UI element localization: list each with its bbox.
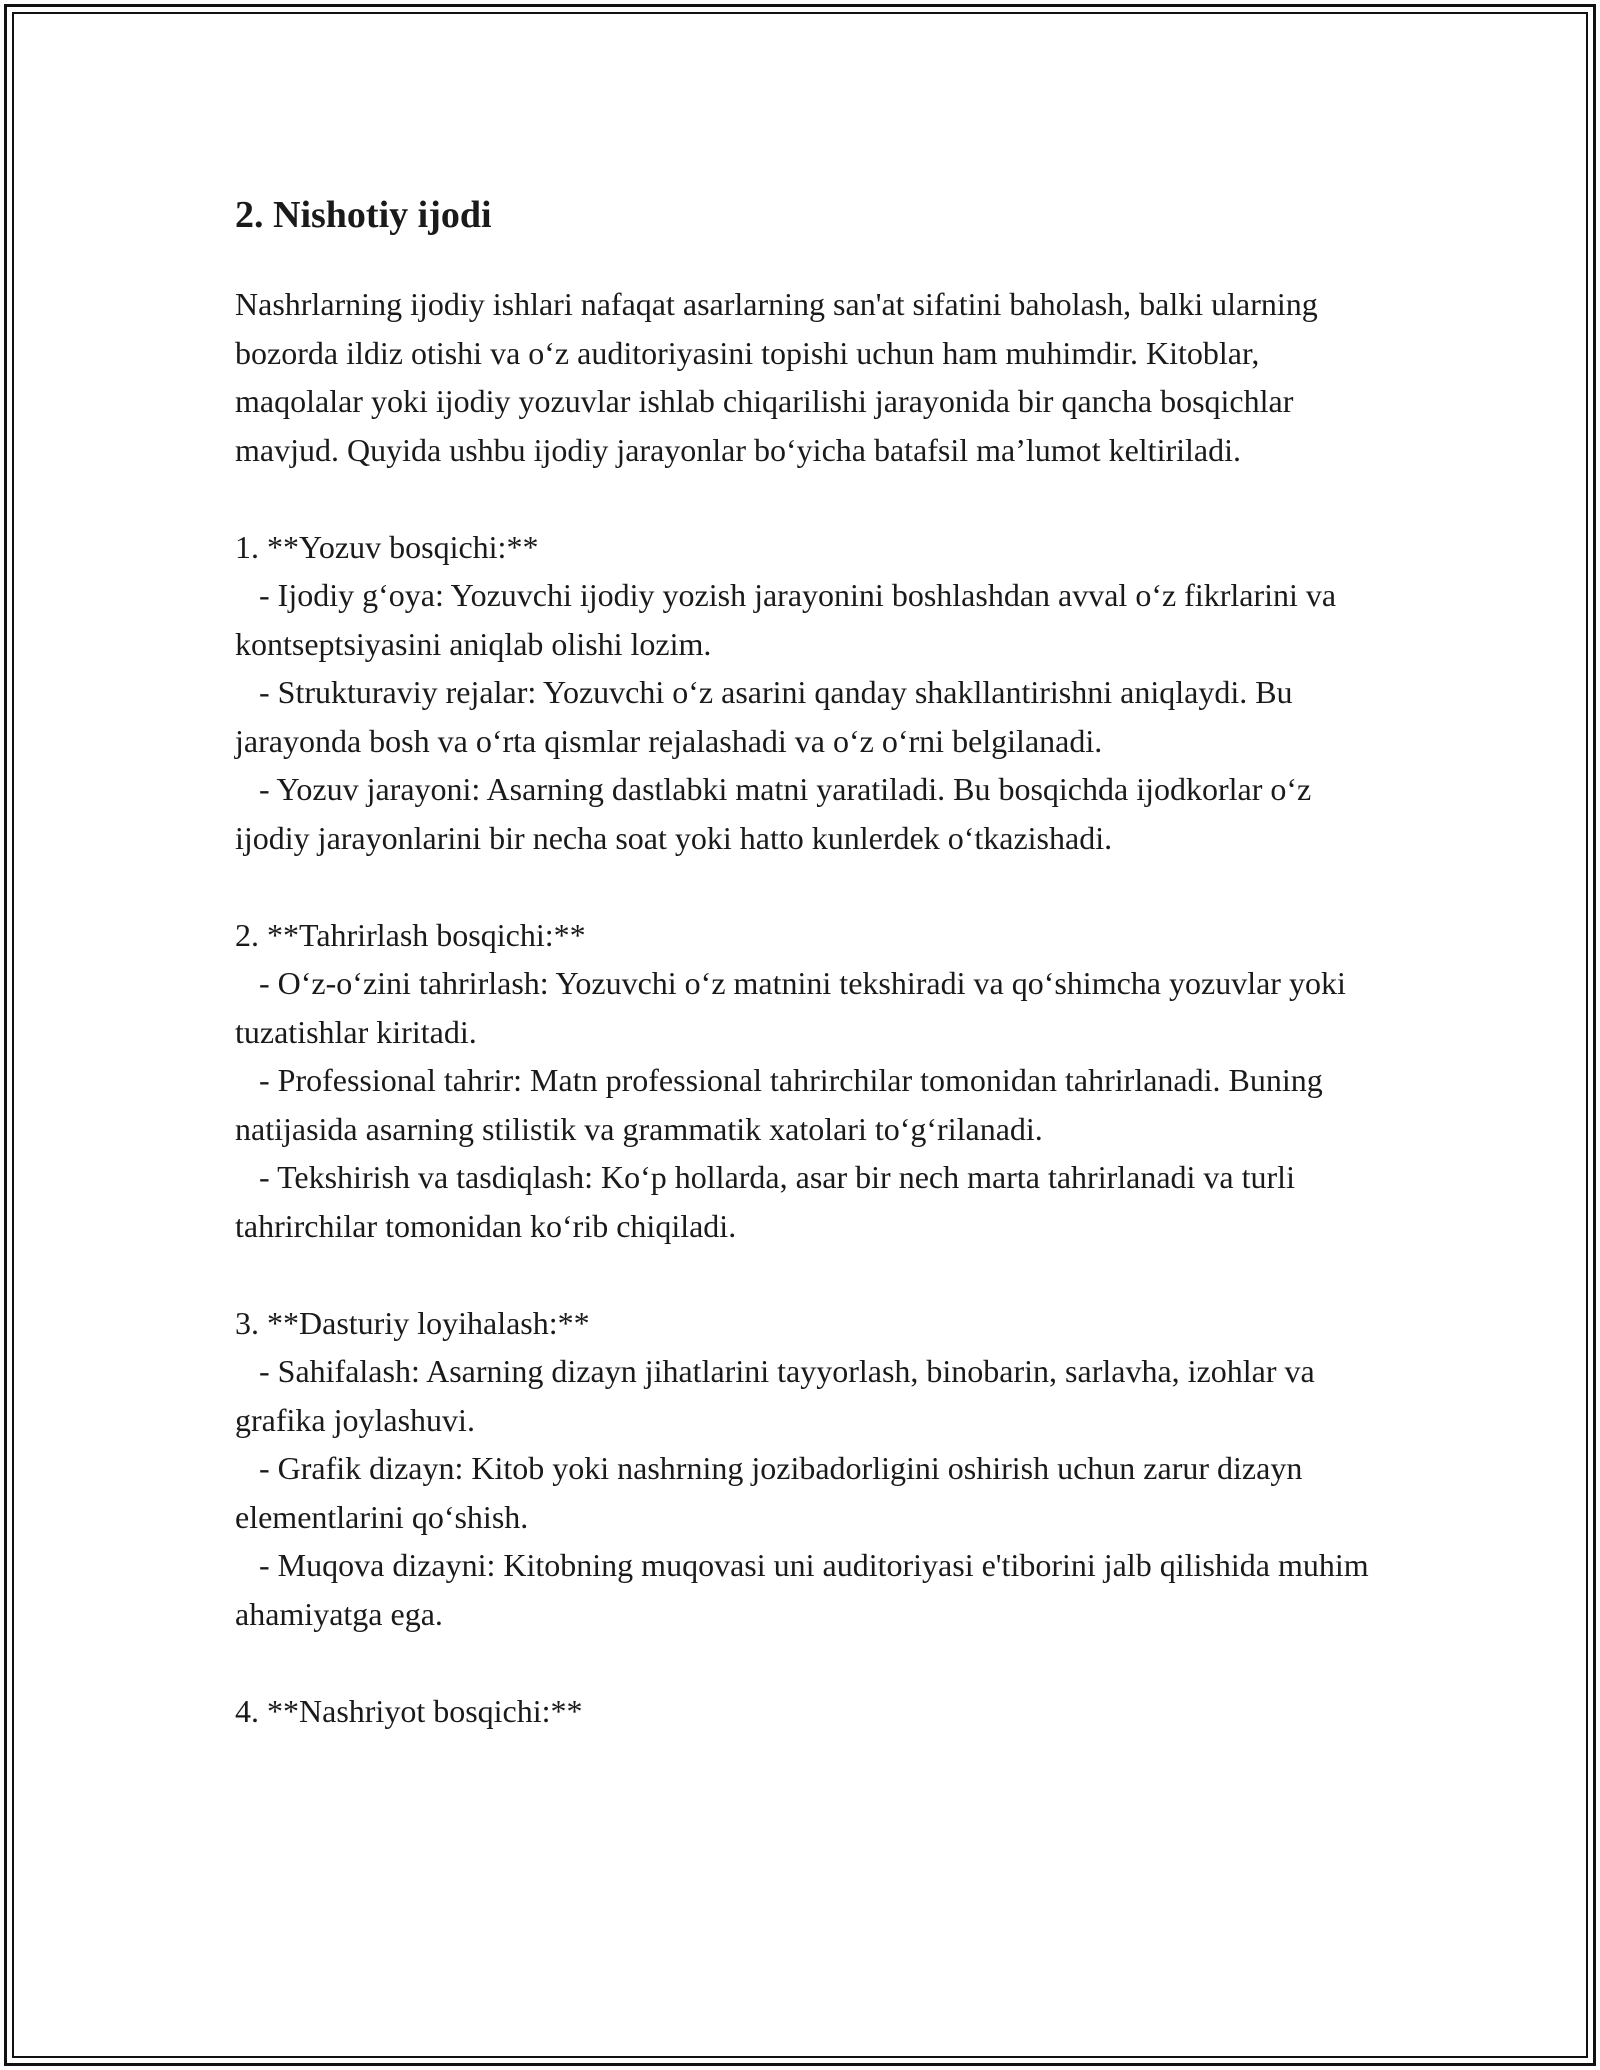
- section-heading: 3. **Dasturiy loyihalash:**: [235, 1304, 590, 1341]
- list-item: - Yozuv jarayoni: Asarning dastlabki matni yaratiladi. Bu bosqichda ijodkorlar o‘z ijodiy jarayonlarini bir necha soat yoki hatto kunlerdek o‘tkazishadi.: [235, 771, 1312, 856]
- spacer: [235, 1250, 1375, 1299]
- list-item: - Ijodiy g‘oya: Yozuvchi ijodiy yozish jarayonini boshlashdan avval o‘z fikrlarini va kontseptsiyasini aniqlab olishi lozim.: [235, 577, 1337, 662]
- list-item: - Grafik dizayn: Kitob yoki nashrning jozibadorligini oshirish uchun zarur dizayn elementlarini qo‘shish.: [235, 1450, 1303, 1535]
- section-writing: [235, 523, 1375, 863]
- section-heading: 4. **Nashriyot bosqichi:**: [235, 1692, 583, 1729]
- list-item: - Strukturaviy rejalar: Yozuvchi o‘z asarini qanday shakllantirishni aniqlaydi. Bu jarayonda bosh va o‘rta qismlar rejalashadi va o‘z o‘rni belgilanadi.: [235, 674, 1293, 759]
- list-item: - Sahifalash: Asarning dizayn jihatlarini tayyorlash, binobarin, sarlavha, izohlar va grafika joylashuvi.: [235, 1353, 1315, 1438]
- section-heading: 2. **Tahrirlash bosqichi:**: [235, 916, 586, 953]
- section-heading: 1. **Yozuv bosqichi:**: [235, 528, 539, 565]
- list-item: - Professional tahrir: Matn professional tahrirchilar tomonidan tahrirlanadi. Buning natijasida asarning stilistik va grammatik xatolari to‘g‘rilanadi.: [235, 1062, 1323, 1147]
- spacer: [235, 1638, 1375, 1687]
- document-body: [235, 180, 1375, 1735]
- intro-paragraph: Nashrlarning ijodiy ishlari nafaqat asarlarning san'at sifatini baholash, balki ularning bozorda ildiz otishi va o‘z auditoriyasini topishi uchun ham muhimdir. Kitoblar, maqolalar yoki ijodiy yozuvlar ishlab chiqarilishi jarayonida bir qancha bosqichlar mavjud. Quyida ushbu ijodiy jarayonlar bo‘yicha batafsil ma’lumot keltiriladi.: [235, 286, 1318, 468]
- list-item: - Muqova dizayni: Kitobning muqovasi uni auditoriyasi e'tiborini jalb qilishida muhim ahamiyatga ega.: [235, 1547, 1369, 1632]
- list-item: - Tekshirish va tasdiqlash: Ko‘p hollarda, asar bir nech marta tahrirlanadi va turli tahrirchilar tomonidan ko‘rib chiqiladi.: [235, 1159, 1295, 1244]
- page-title: 2. Nishotiy ijodi: [235, 194, 492, 236]
- list-item: - O‘z-o‘zini tahrirlash: Yozuvchi o‘z matnini tekshiradi va qo‘shimcha yozuvlar yoki tuzatishlar kiritadi.: [235, 965, 1346, 1050]
- section-design: [235, 1299, 1375, 1639]
- section-editing: [235, 911, 1375, 1251]
- spacer: [235, 862, 1375, 911]
- spacer: [235, 474, 1375, 523]
- section-publishing: [235, 1687, 1375, 1736]
